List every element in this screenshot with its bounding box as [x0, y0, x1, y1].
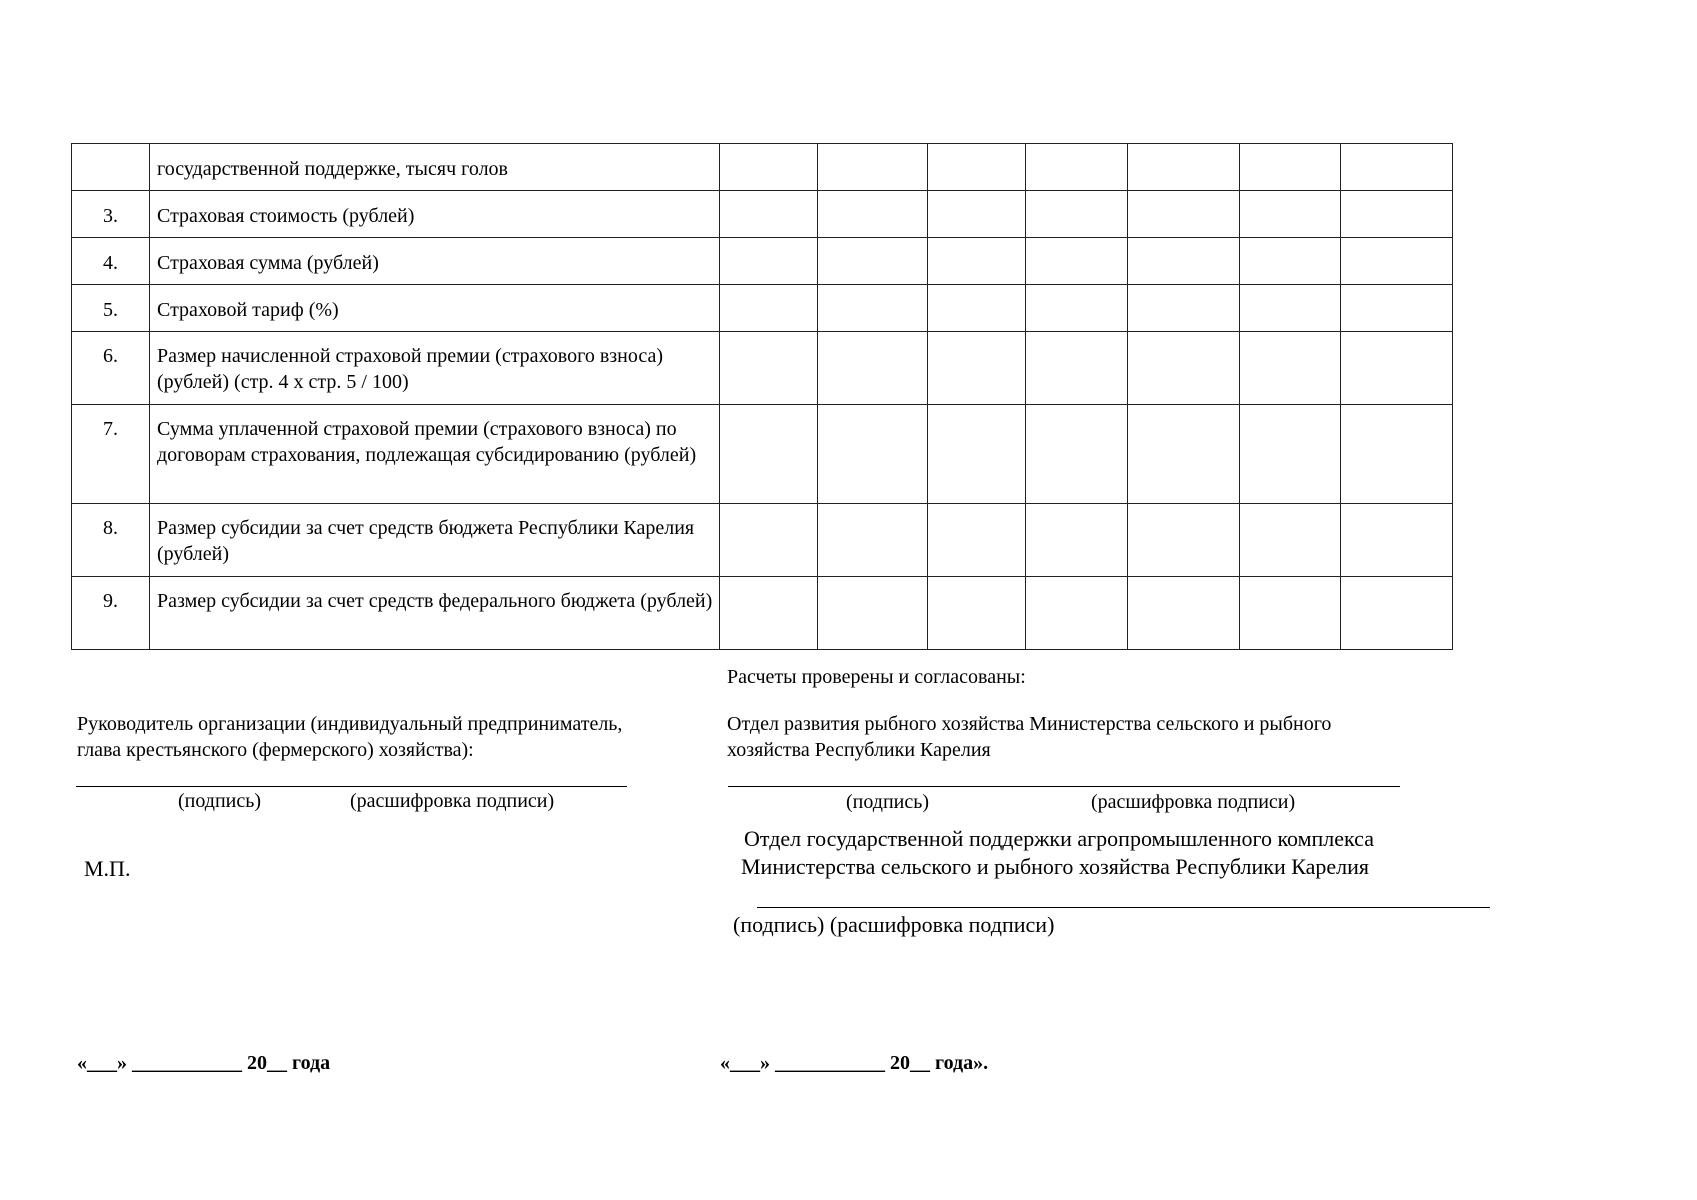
- table-cell: [818, 144, 928, 191]
- fishery-department-line1: Отдел развития рыбного хозяйства Министерства сельского и рыбного: [727, 713, 1332, 735]
- table-cell: [928, 238, 1026, 285]
- table-cell: [928, 504, 1026, 577]
- table-cell: [1026, 238, 1128, 285]
- table-cell: [1026, 504, 1128, 577]
- table-cell: [1026, 332, 1128, 405]
- table-cell: [1240, 332, 1341, 405]
- table-cell: [1240, 504, 1341, 577]
- table-cell: [1341, 238, 1453, 285]
- table-cell: [928, 577, 1026, 650]
- table-cell: [1240, 577, 1341, 650]
- agro-department-line1: Отдел государственной поддержки агропромышленного комплекса: [744, 826, 1374, 851]
- table-cell: [928, 285, 1026, 332]
- right-signature-line: [728, 786, 1400, 787]
- table-cell: [1341, 285, 1453, 332]
- table-row: [72, 577, 1453, 650]
- table-cell: [720, 238, 818, 285]
- row-number: 5.: [72, 285, 150, 332]
- table-cell: [1128, 191, 1240, 238]
- row-label: Страховая сумма (рублей): [150, 238, 720, 285]
- table-cell: [1128, 144, 1240, 191]
- table-cell: [1341, 577, 1453, 650]
- table-cell: [928, 191, 1026, 238]
- table-cell: [1128, 332, 1240, 405]
- right-decode-caption: (расшифровка подписи): [1091, 791, 1296, 813]
- table-cell: [1128, 405, 1240, 504]
- table-cell: [1026, 577, 1128, 650]
- left-date-field: «___» ___________ 20__ года: [77, 1052, 331, 1074]
- table-row: [72, 238, 1453, 285]
- table-cell: [1240, 238, 1341, 285]
- row-label: Размер начисленной страховой премии (страхового взноса) (рублей) (стр. 4 x стр. 5 / 100): [150, 332, 720, 405]
- right-signature-caption: (подпись): [846, 791, 930, 813]
- table-cell: [818, 332, 928, 405]
- table-cell: [1026, 191, 1128, 238]
- subsidy-calculation-table: [71, 143, 1453, 650]
- table-cell: [720, 504, 818, 577]
- table-cell: [1240, 285, 1341, 332]
- table-cell: [1240, 144, 1341, 191]
- table-cell: [1341, 504, 1453, 577]
- row-label: Размер субсидии за счет средств федерального бюджета (рублей): [150, 577, 720, 650]
- agro-signature-line: [757, 907, 1490, 908]
- head-of-organization-line1: Руководитель организации (индивидуальный предприниматель,: [77, 713, 623, 735]
- row-label: Сумма уплаченной страховой премии (страхового взноса) по договорам страхования, подлежащая субсидированию (рублей): [150, 405, 720, 504]
- agro-signature-caption: (подпись) (расшифровка подписи): [733, 912, 1055, 937]
- row-number: 9.: [72, 577, 150, 650]
- table-cell: [1026, 285, 1128, 332]
- table-cell: [1240, 191, 1341, 238]
- row-label: Страховой тариф (%): [150, 285, 720, 332]
- agro-department-line2: Министерства сельского и рыбного хозяйства Республики Карелия: [741, 854, 1370, 879]
- table-cell: [1341, 332, 1453, 405]
- table-cell: [720, 191, 818, 238]
- table-cell: [1240, 405, 1341, 504]
- table-cell: [1341, 144, 1453, 191]
- row-label: Страховая стоимость (рублей): [150, 191, 720, 238]
- table-cell: [1026, 144, 1128, 191]
- row-number: [72, 144, 150, 191]
- table-cell: [818, 285, 928, 332]
- table-row: [72, 332, 1453, 405]
- stamp-placeholder: М.П.: [84, 856, 131, 881]
- right-date-field: «___» ___________ 20__ года».: [720, 1052, 989, 1074]
- table-row: [72, 191, 1453, 238]
- table-cell: [818, 191, 928, 238]
- table-row: [72, 144, 1453, 191]
- table-cell: [720, 405, 818, 504]
- table-cell: [1128, 285, 1240, 332]
- table-row: [72, 285, 1453, 332]
- table-cell: [928, 405, 1026, 504]
- table-cell: [1341, 405, 1453, 504]
- head-of-organization-line2: глава крестьянского (фермерского) хозяйства):: [77, 739, 474, 761]
- table-cell: [818, 238, 928, 285]
- table-row: [72, 504, 1453, 577]
- table-row: [72, 405, 1453, 504]
- table-cell: [928, 144, 1026, 191]
- left-signature-line: [76, 786, 627, 787]
- table-cell: [1128, 238, 1240, 285]
- table-cell: [1128, 504, 1240, 577]
- table-cell: [720, 285, 818, 332]
- calculations-checked-text: Расчеты проверены и согласованы:: [727, 666, 1026, 688]
- row-label: Размер субсидии за счет средств бюджета Республики Карелия (рублей): [150, 504, 720, 577]
- left-decode-caption: (расшифровка подписи): [350, 790, 555, 812]
- row-number: 7.: [72, 405, 150, 504]
- left-signature-caption: (подпись): [178, 790, 262, 812]
- table-cell: [818, 405, 928, 504]
- table-cell: [720, 577, 818, 650]
- table-cell: [720, 332, 818, 405]
- row-number: 6.: [72, 332, 150, 405]
- table-cell: [1026, 405, 1128, 504]
- table-cell: [1128, 577, 1240, 650]
- row-number: 3.: [72, 191, 150, 238]
- row-label: государственной поддержке, тысяч голов: [150, 144, 720, 191]
- table-cell: [928, 332, 1026, 405]
- table-cell: [818, 504, 928, 577]
- row-number: 4.: [72, 238, 150, 285]
- row-number: 8.: [72, 504, 150, 577]
- fishery-department-line2: хозяйства Республики Карелия: [727, 739, 991, 761]
- table-cell: [818, 577, 928, 650]
- table-cell: [1341, 191, 1453, 238]
- table-cell: [720, 144, 818, 191]
